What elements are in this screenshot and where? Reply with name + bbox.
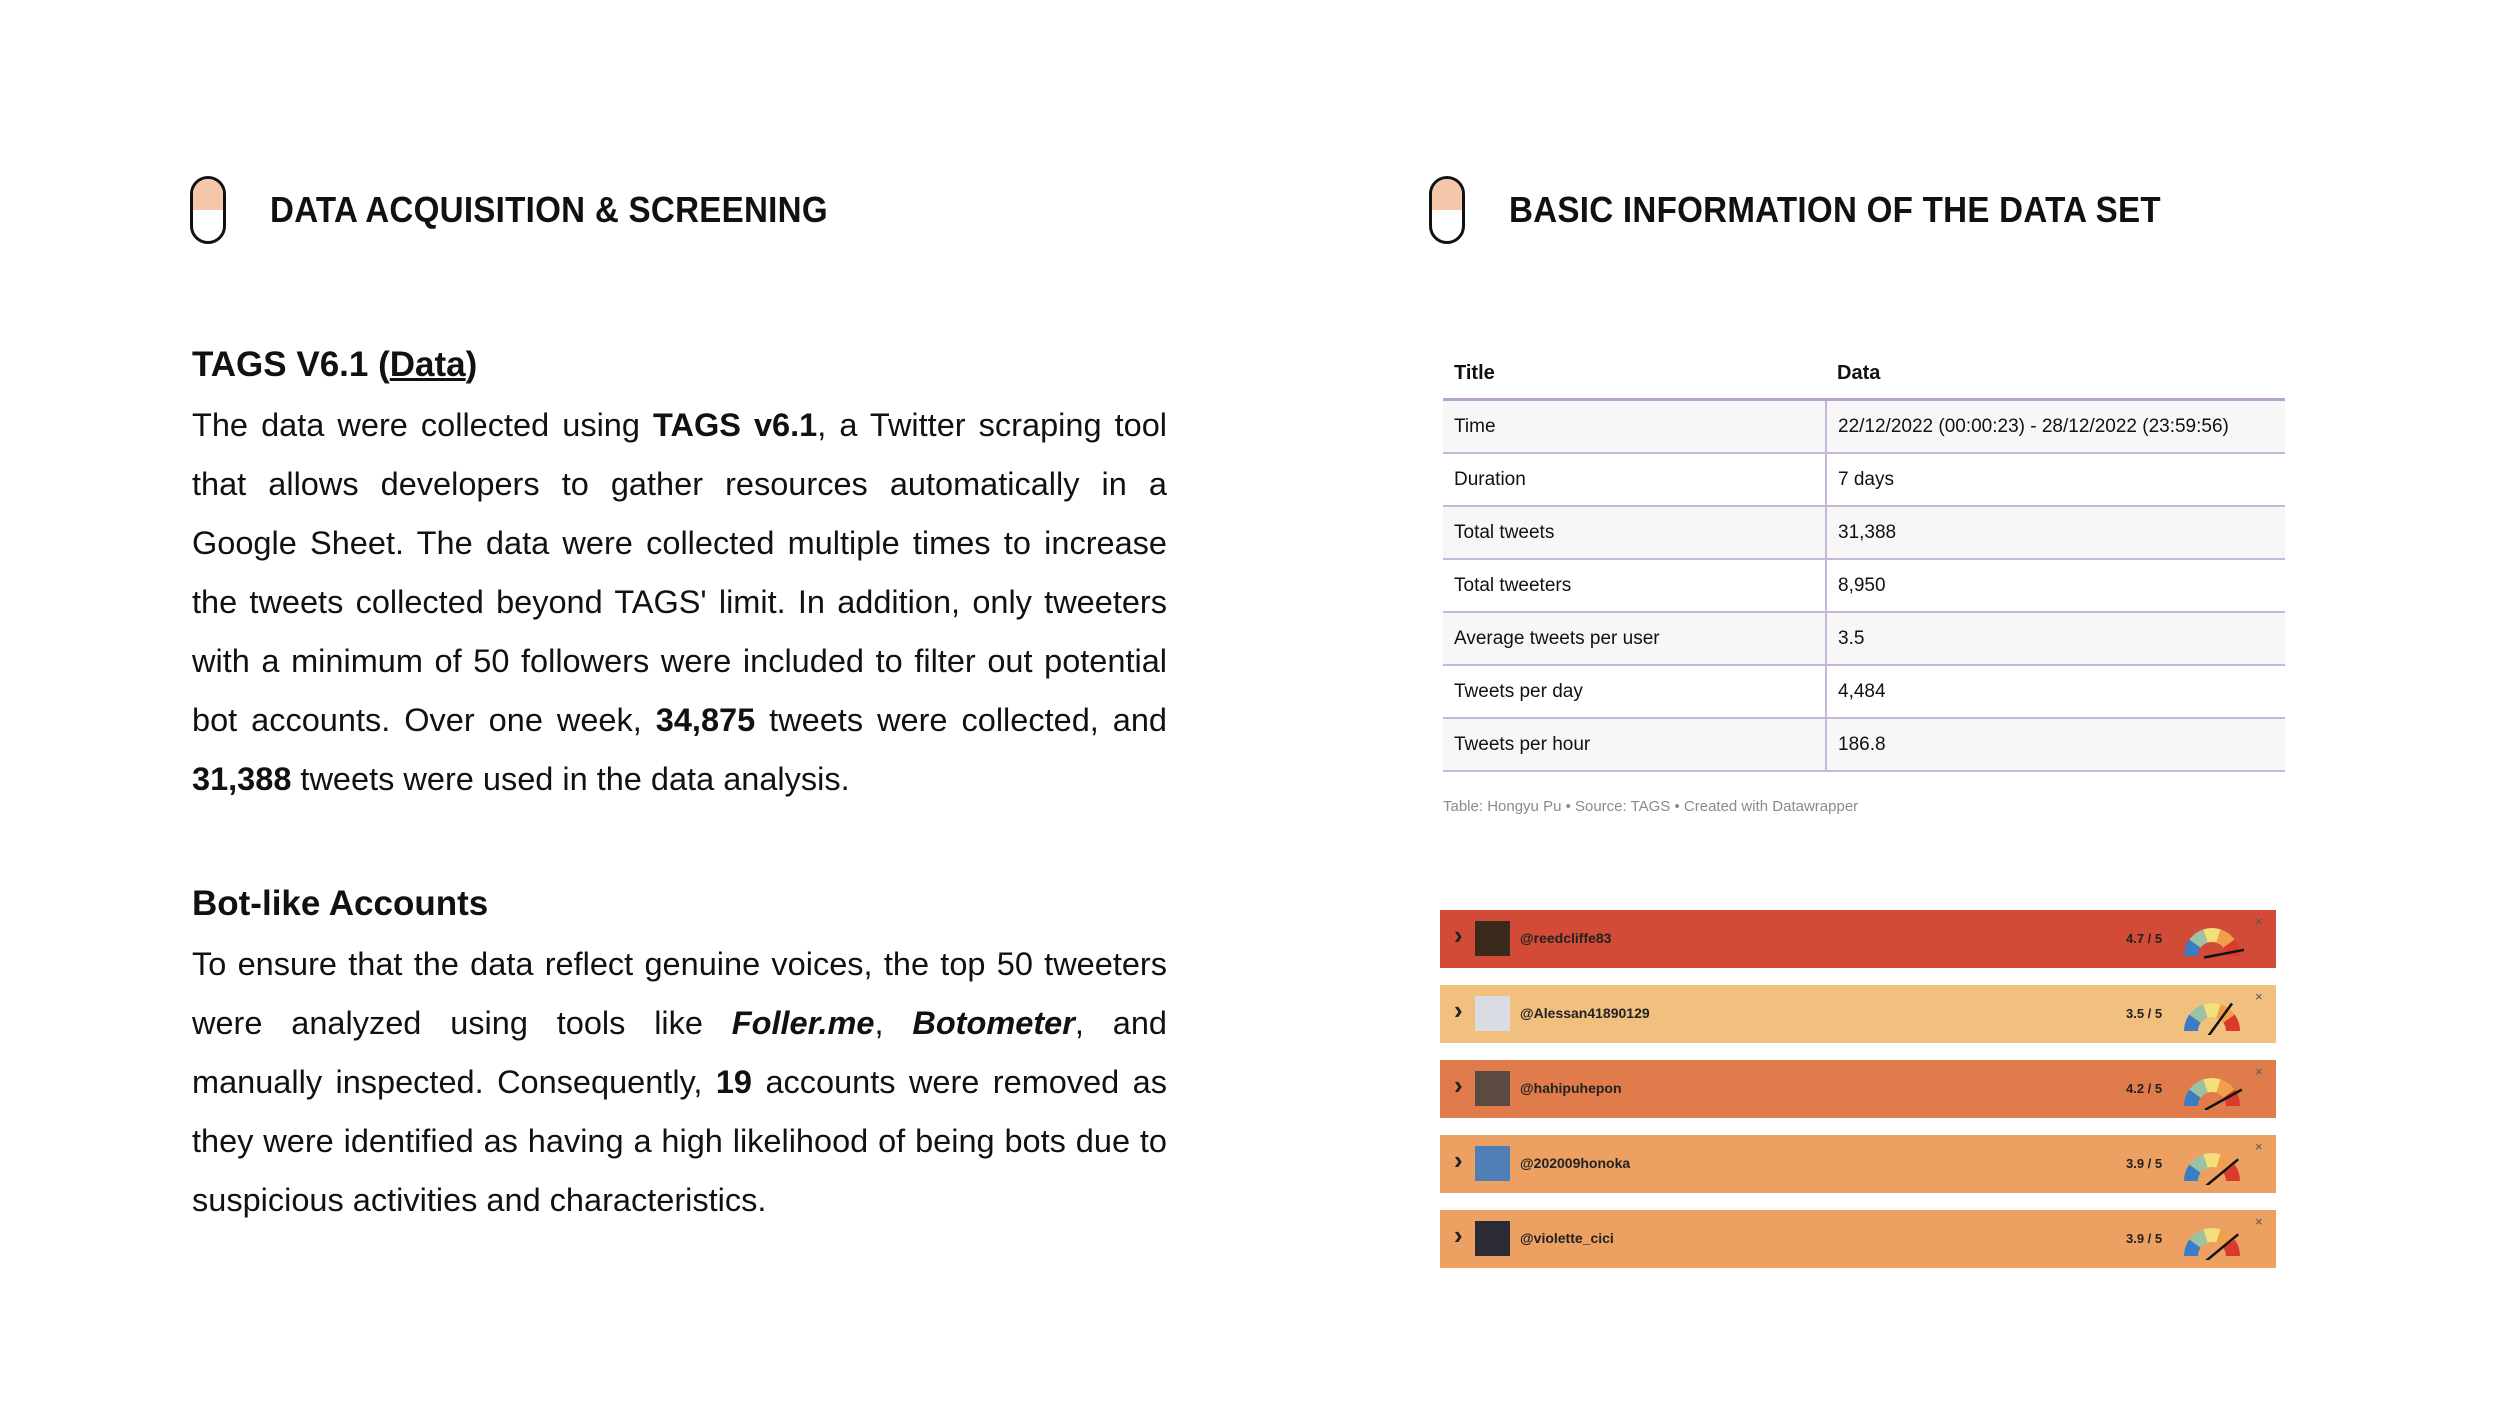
cell-title: Average tweets per user [1443, 612, 1826, 665]
cell-data: 7 days [1826, 453, 2285, 506]
bold-text: 31,388 [192, 761, 292, 797]
pill-icon [190, 176, 226, 244]
section-header-acquisition [190, 176, 876, 244]
bot-score-gauge-icon [2180, 1070, 2244, 1110]
bot-score-gauge-icon [2180, 1220, 2244, 1260]
table-row [1443, 559, 2285, 612]
data-link[interactable]: Data [389, 345, 466, 384]
bots-title: Bot-like Accounts [192, 884, 489, 923]
close-icon[interactable]: × [2255, 1214, 2263, 1229]
avatar [1475, 1071, 1510, 1106]
text: tweets were collected, and [755, 702, 1167, 738]
cell-title: Total tweets [1443, 506, 1826, 559]
bot-score: 3.5 / 5 [2126, 1006, 2163, 1021]
table-row [1443, 665, 2285, 718]
tags-title-suffix: ) [465, 345, 478, 384]
text: tweets were used in the data analysis. [291, 761, 850, 797]
bot-score-gauge-icon [2180, 1145, 2244, 1185]
table-header-row [1443, 348, 2285, 400]
bold-text: 19 [715, 1064, 753, 1100]
cell-data: 4,484 [1826, 665, 2285, 718]
bots-paragraph [192, 935, 1167, 1230]
account-handle: @hahipuhepon [1520, 1080, 1622, 1096]
close-icon[interactable]: × [2255, 914, 2263, 929]
bold-text: 34,875 [655, 702, 756, 738]
text: To ensure that the data reflect genuine voices, the top 50 tweeters were analyzed using tools like [192, 946, 1167, 1041]
account-handle: @202009honoka [1520, 1155, 1631, 1171]
text: , [874, 1005, 913, 1041]
table-row [1443, 612, 2285, 665]
text: , and manually inspected. Consequently, [192, 1005, 1167, 1100]
account-handle: @Alessan41890129 [1520, 1005, 1650, 1021]
bold-italic-text: Foller.me [731, 1005, 875, 1041]
bot-score-gauge-icon [2180, 995, 2244, 1035]
cell-data: 22/12/2022 (00:00:23) - 28/12/2022 (23:59:56) [1826, 400, 2285, 454]
account-row[interactable] [1440, 1060, 2276, 1118]
bot-score-gauge-icon [2180, 920, 2244, 960]
close-icon[interactable]: × [2255, 1064, 2263, 1079]
chevron-right-icon[interactable]: › [1454, 1070, 1463, 1100]
avatar [1475, 1221, 1510, 1256]
avatar [1475, 996, 1510, 1031]
close-icon[interactable]: × [2255, 1139, 2263, 1154]
bot-score: 3.9 / 5 [2126, 1231, 2163, 1246]
account-handle: @violette_cici [1520, 1230, 1614, 1246]
cell-title: Tweets per day [1443, 665, 1826, 718]
account-row[interactable] [1440, 1135, 2276, 1193]
bot-score: 4.7 / 5 [2126, 931, 2163, 946]
cell-data: 3.5 [1826, 612, 2285, 665]
account-row[interactable] [1440, 910, 2276, 968]
account-handle: @reedcliffe83 [1520, 930, 1612, 946]
cell-data: 8,950 [1826, 559, 2285, 612]
cell-data: 186.8 [1826, 718, 2285, 771]
acquisition-content [192, 340, 1167, 1230]
cell-title: Tweets per hour [1443, 718, 1826, 771]
bot-score: 3.9 / 5 [2126, 1156, 2163, 1171]
bot-score: 4.2 / 5 [2126, 1081, 2163, 1096]
text: accounts were removed as they were identified as having a high likelihood of being bots due to suspicious activities and characteristics. [192, 1064, 1167, 1218]
avatar [1475, 1146, 1510, 1181]
account-row[interactable] [1440, 985, 2276, 1043]
avatar [1475, 921, 1510, 956]
text: The data were collected using [192, 407, 654, 443]
cell-title: Total tweeters [1443, 559, 1826, 612]
bold-text: TAGS v6.1 [653, 407, 818, 443]
dataset-table [1443, 348, 2285, 815]
section-title: BASIC INFORMATION OF THE DATA SET [1509, 189, 2161, 230]
pill-icon [1429, 176, 1465, 244]
chevron-right-icon[interactable]: › [1454, 1220, 1463, 1250]
table-row [1443, 400, 2285, 454]
chevron-right-icon[interactable]: › [1454, 920, 1463, 950]
table-row [1443, 453, 2285, 506]
account-row[interactable] [1440, 1210, 2276, 1268]
bold-italic-text: Botometer [912, 1005, 1075, 1041]
account-list [1440, 910, 2276, 1285]
table-footnote: Table: Hongyu Pu • Source: TAGS • Created with Datawrapper [1443, 798, 1859, 815]
table-row [1443, 506, 2285, 559]
section-title: DATA ACQUISITION & SCREENING [270, 189, 828, 230]
cell-data: 31,388 [1826, 506, 2285, 559]
tags-paragraph [192, 396, 1167, 809]
chevron-right-icon[interactable]: › [1454, 995, 1463, 1025]
tags-title [192, 340, 1167, 390]
cell-title: Duration [1443, 453, 1826, 506]
column-header-data: Data [1837, 361, 1881, 384]
close-icon[interactable]: × [2255, 989, 2263, 1004]
tags-title-prefix: TAGS V6.1 ( [192, 345, 390, 384]
text: , a Twitter scraping tool that allows developers to gather resources automatically in a Google Sheet. The data were collected multiple times to increase the tweets collected beyond TAGS' limit. In addition, only tweeters with a minimum of 50 followers were included to filter out potential bot accounts. Over one week, [192, 407, 1167, 738]
cell-title: Time [1443, 400, 1826, 454]
table-row [1443, 718, 2285, 771]
chevron-right-icon[interactable]: › [1454, 1145, 1463, 1175]
section-header-basic-info [1429, 176, 2218, 244]
column-header-title: Title [1454, 361, 1495, 384]
